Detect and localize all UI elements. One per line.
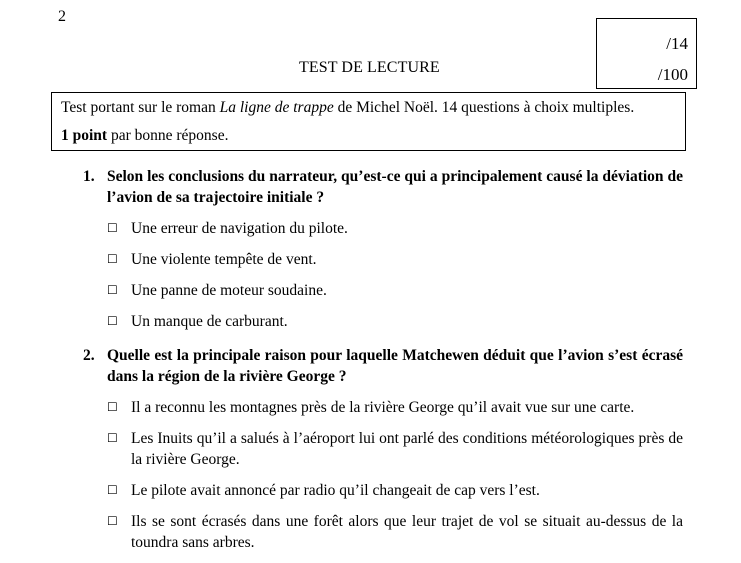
question-heading (83, 166, 683, 208)
answer-option[interactable] (107, 428, 683, 470)
instruction-box (51, 92, 686, 151)
answer-option[interactable] (107, 480, 683, 501)
checkbox-icon[interactable]: ☐ (107, 483, 118, 497)
option-text: Les Inuits qu’il a salués à l’aéroport lui ont parlé des conditions météorologiques près de la rivière George. (131, 430, 683, 468)
checkbox-icon[interactable]: ☐ (107, 221, 118, 235)
question-text: Selon les conclusions du narrateur, qu’est-ce qui a principalement causé la déviation de l’avion de sa trajectoire initiale ? (107, 168, 683, 206)
answer-options (83, 218, 683, 332)
score-out-of-100: /100 (657, 65, 688, 84)
question-1 (83, 166, 683, 342)
option-text: Une panne de moteur soudaine. (131, 282, 327, 299)
points-text (61, 127, 228, 145)
book-title: La ligne de trappe (219, 99, 334, 116)
question-text: Quelle est la principale raison pour laquelle Matchewen déduit que l’avion s’est écrasé dans la région de la rivière George ? (107, 347, 683, 385)
option-text: Une erreur de navigation du pilote. (131, 220, 348, 237)
instruction-suffix: de Michel Noël. 14 questions à choix multiples. (333, 99, 635, 116)
answer-option[interactable] (107, 397, 683, 418)
points-rest: par bonne réponse. (107, 127, 229, 144)
instruction-prefix: Test portant sur le roman (61, 99, 220, 116)
answer-option[interactable] (107, 218, 683, 239)
option-text: Une violente tempête de vent. (131, 251, 317, 268)
answer-options (83, 397, 683, 553)
option-text: Ils se sont écrasés dans une forêt alors que leur trajet de vol se situait au-dessus de la toundra sans arbres. (131, 513, 683, 551)
points-bold: 1 point (61, 127, 108, 144)
question-2 (83, 345, 683, 563)
checkbox-icon[interactable]: ☐ (107, 252, 118, 266)
document-title: TEST DE LECTURE (299, 59, 440, 76)
question-number: 2. (83, 347, 95, 364)
question-number: 1. (83, 168, 95, 185)
answer-option[interactable] (107, 280, 683, 301)
option-text: Un manque de carburant. (131, 313, 288, 330)
checkbox-icon[interactable]: ☐ (107, 314, 118, 328)
answer-option[interactable] (107, 249, 683, 270)
page-number: 2 (58, 8, 66, 25)
answer-option[interactable] (107, 511, 683, 553)
instruction-text (61, 99, 634, 117)
option-text: Le pilote avait annoncé par radio qu’il changeait de cap vers l’est. (131, 482, 540, 499)
score-out-of-14: /14 (666, 34, 688, 53)
checkbox-icon[interactable]: ☐ (107, 431, 118, 445)
score-box (596, 18, 697, 89)
question-heading (83, 345, 683, 387)
checkbox-icon[interactable]: ☐ (107, 400, 118, 414)
option-text: Il a reconnu les montagnes près de la rivière George qu’il avait vue sur une carte. (131, 399, 635, 416)
checkbox-icon[interactable]: ☐ (107, 283, 118, 297)
answer-option[interactable] (107, 311, 683, 332)
checkbox-icon[interactable]: ☐ (107, 514, 118, 528)
